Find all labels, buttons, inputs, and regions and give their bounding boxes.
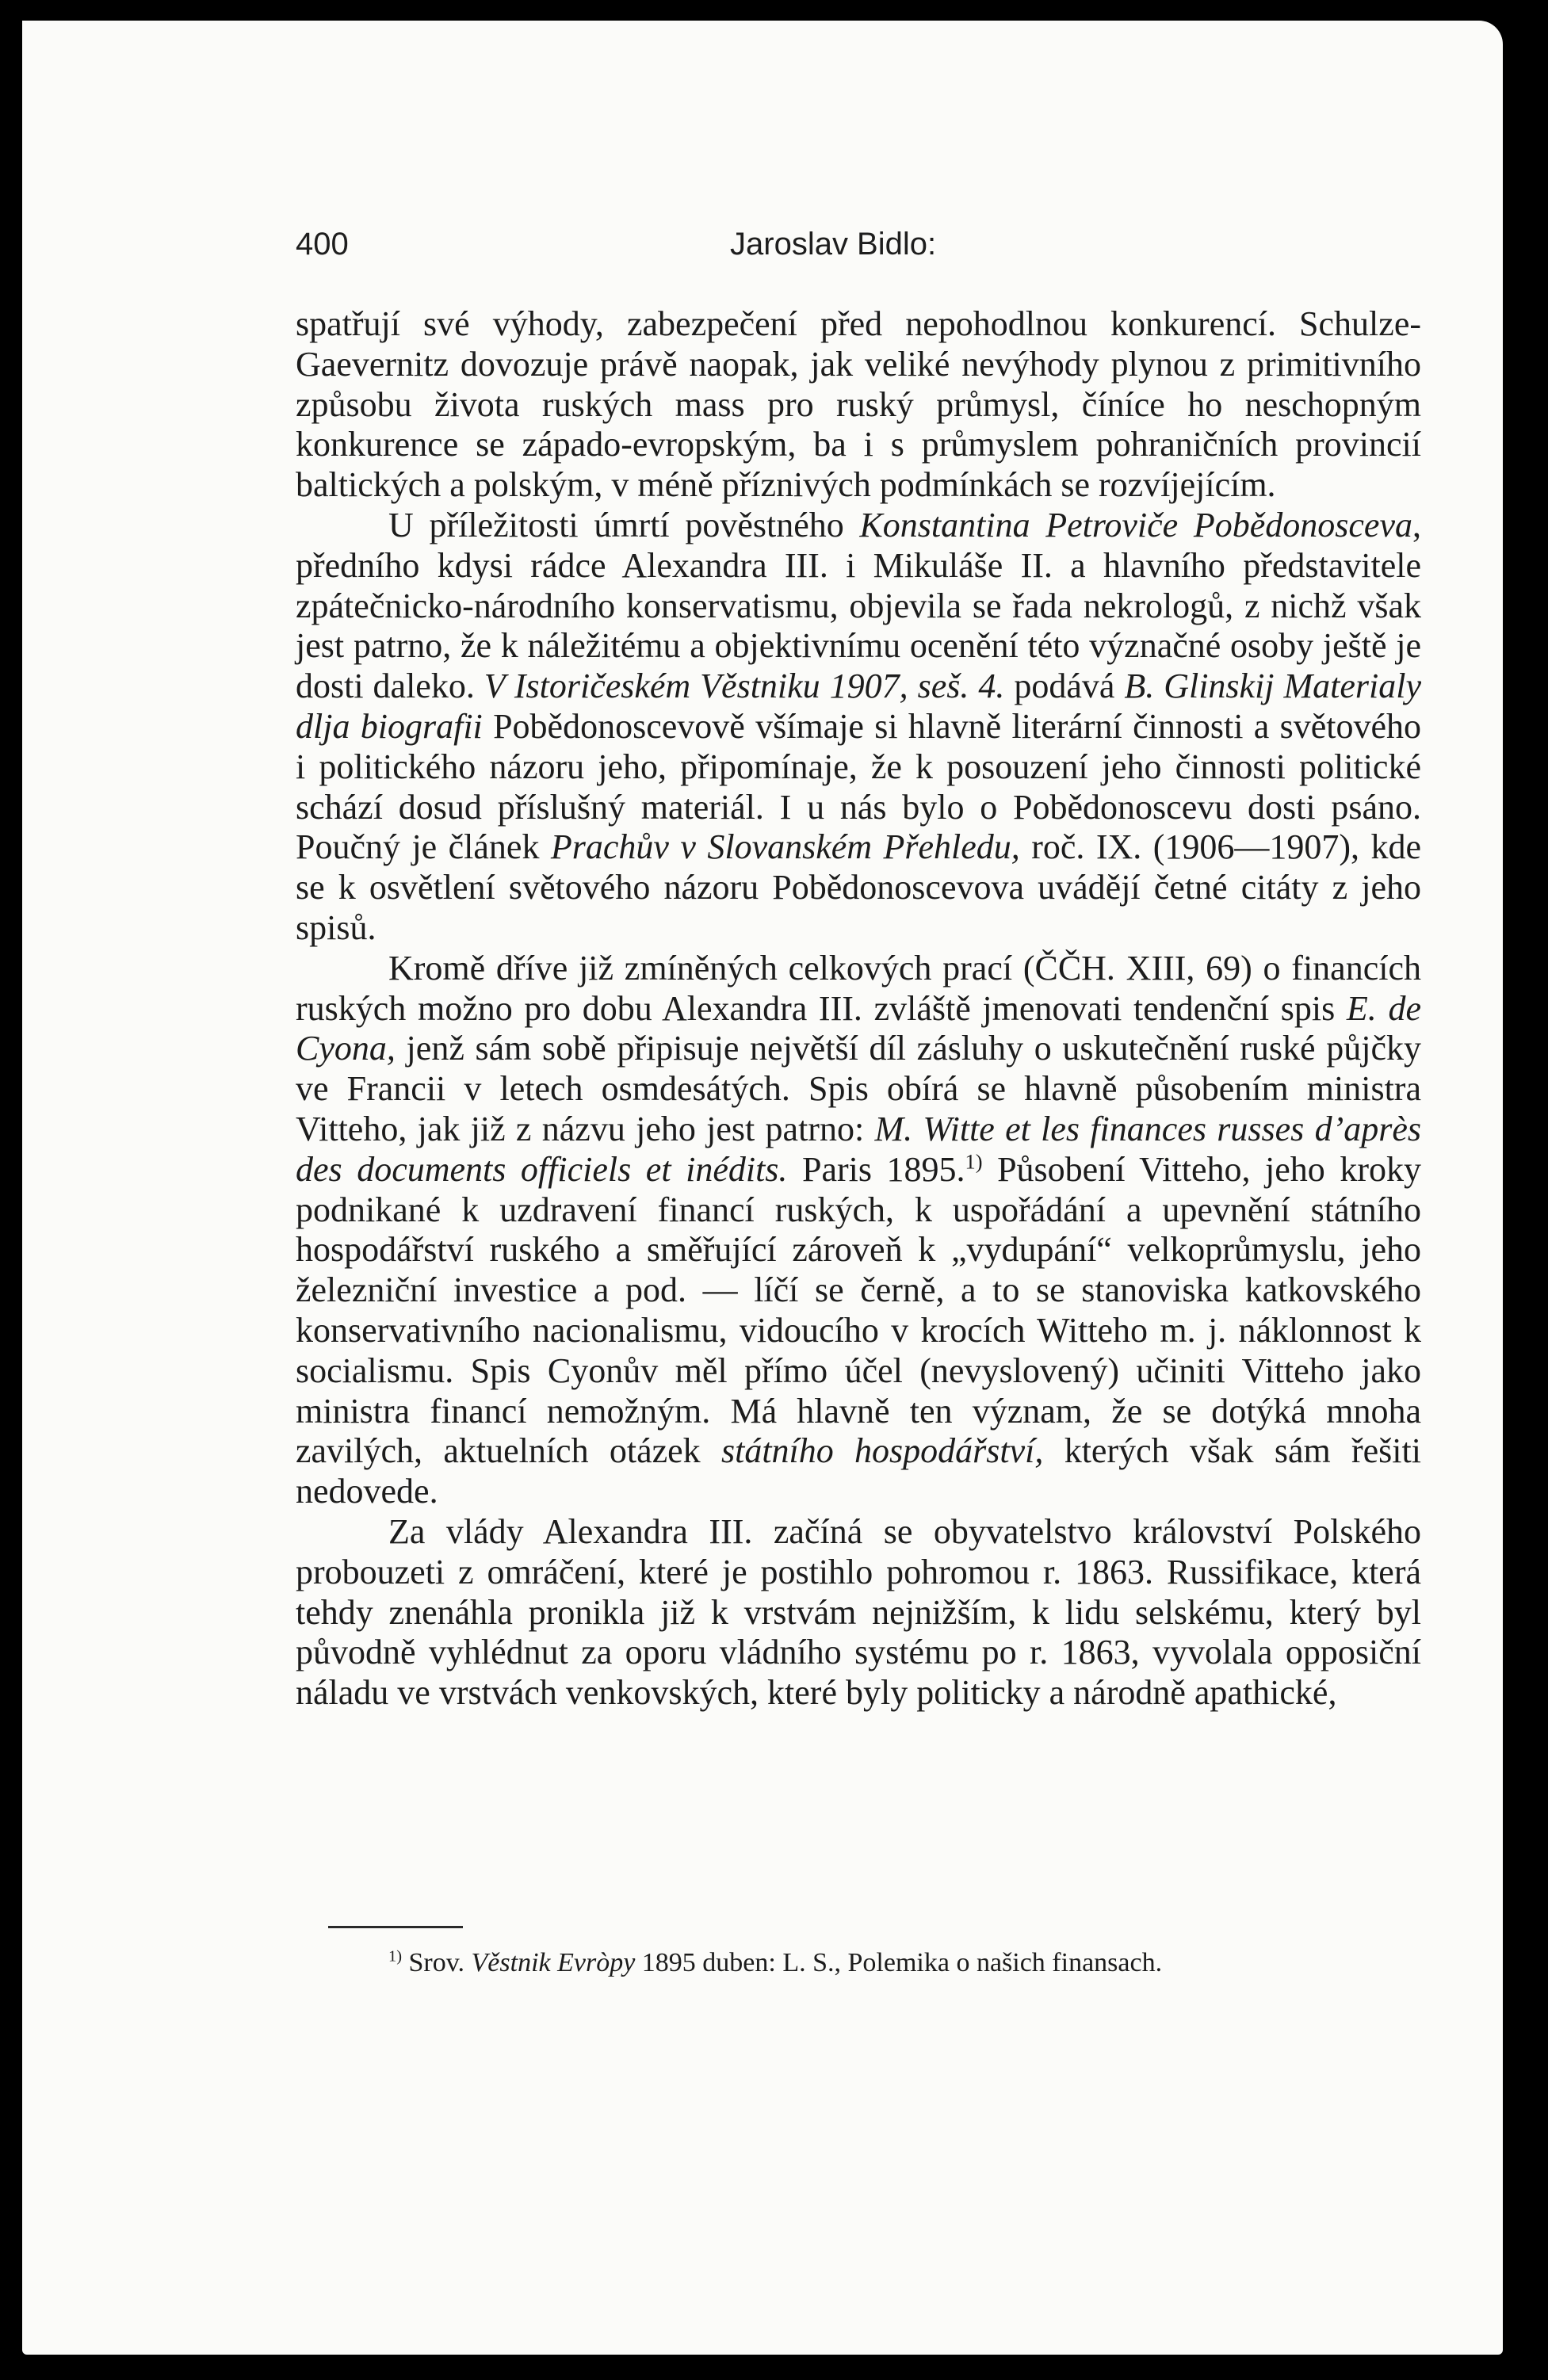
footnote-source-title: Věstnik Evròpy xyxy=(471,1948,636,1977)
text-run: Působení Vitteho, jeho kroky podnikané k uzdravení financí ruských, k uspořádání a upevnění státního hospodářství ruského a směřující zároveň k „vydupání“ velkoprůmyslu, jeho železniční investice a pod. — líčí se černě, a to se stanoviska katkovského konservativního nacionalismu, vidoucího v krocích Witteho m. j. náklonnost k socialismu. Spis Cyonův měl přímo účel (nevyslovený) učiniti Vitteho jako ministra financí nemožným. Má hlavně ten význam, že se dotýká mnoha zavilých, aktuelních otázek xyxy=(296,1149,1422,1471)
body-paragraph xyxy=(296,304,1421,506)
italic-text: M. Witte et les finances russes d’après des documents officiels et inédits. xyxy=(296,1109,1421,1189)
text-run: Pobědonoscevově všímaje si hlavně literární činnosti a světového i politického názoru jeho, připomínaje, že k posouzení jeho činnosti politické schází dosud příslušný materiál. I u nás bylo o Pobědonoscevu dosti psáno. Poučný je článek xyxy=(296,706,1421,867)
text-run: U příležitosti úmrtí pověstného xyxy=(388,505,860,544)
body-text xyxy=(296,304,1421,1713)
italic-text: Prachův v Slovanském Přehledu, xyxy=(550,827,1020,867)
italic-text: Konstantina Petroviče Pobědonosceva xyxy=(859,505,1412,544)
footnote-text-after: 1895 duben: L. S., Polemika o našich finansach. xyxy=(635,1948,1163,1977)
text-run: spatřují své výhody, zabezpečení před nepohodlnou konkurencí. Schulze-Gaevernitz dovozuje právě naopak, jak veliké nevýhody plynou z primitivního způsobu života ruských mass pro ruský průmysl, číníce ho neschopným konkurence se západo-evropským, ba i s průmyslem pohraničních provincií baltických a polským, v méně příznivých podmínkách se rozvíjejícím. xyxy=(296,304,1421,505)
text-run: kterých však sám řešiti nedovede. xyxy=(296,1431,1421,1511)
footnote-divider xyxy=(328,1926,463,1928)
italic-text: státního hospodářství, xyxy=(720,1431,1044,1471)
text-run: roč. IX. (1906—1907), kde se k osvětlení světového názoru Pobědonoscevova uvádějí četné citáty z jeho spisů. xyxy=(296,827,1421,947)
italic-text: V Istoričeském Věstniku 1907, seš. 4. xyxy=(484,667,1005,706)
text-run: , předního kdysi rádce Alexandra III. i Mikuláše II. a hlavního představitele zpátečnicko-národního konservatismu, objevila se řada nekrologů, z nichž však jest patrno, že k náležitému a objektivnímu ocenění této význačné osoby ještě je dosti daleko. xyxy=(296,505,1421,706)
text-run: Za vlády Alexandra III. začíná se obyvatelstvo království Polského probouzeti z omráčení, které je postihlo pohromou r. 1863. Russifikace, která tehdy znenáhla pronikla již k vrstvám nejnižším, k lidu selskému, který byl původně vyhlédnut za oporu vládního systému po r. 1863, vyvolala opposiční náladu ve vrstvách venkovských, které byly politicky a národně apathické, xyxy=(296,1511,1421,1713)
text-run: podává xyxy=(1004,667,1125,706)
italic-text: B. Glinskij Materialy dlja biografii xyxy=(296,667,1422,746)
footnote-marker: 1) xyxy=(388,1947,402,1966)
text-run: Kromě dříve již zmíněných celkových prací (ČČH. XIII, 69) o financích ruských možno pro dobu Alexandra III. zvláště jmenovati tendenční spis xyxy=(296,948,1421,1028)
body-paragraph xyxy=(296,506,1421,949)
italic-text: E. de Cyona, xyxy=(296,988,1422,1068)
body-paragraph xyxy=(296,949,1421,1512)
text-run: Paris 1895. xyxy=(787,1149,965,1189)
text-run: jenž sám sobě připisuje největší díl zásluhy o uskutečnění ruské půjčky ve Francii v letech osmdesátých. Spis obírá se hlavně působením ministra Vitteho, jak již z názvu jeho jest patrno: xyxy=(296,1029,1421,1148)
footnote-text-before: Srov. xyxy=(402,1948,472,1977)
page-header xyxy=(296,227,1421,274)
body-paragraph xyxy=(296,1512,1421,1713)
footnote-reference: 1) xyxy=(965,1149,983,1174)
page-number: 400 xyxy=(296,227,349,262)
footnote xyxy=(296,1946,1421,1980)
footnote-paragraph xyxy=(296,1946,1421,1980)
running-head: Jaroslav Bidlo: xyxy=(730,227,937,262)
